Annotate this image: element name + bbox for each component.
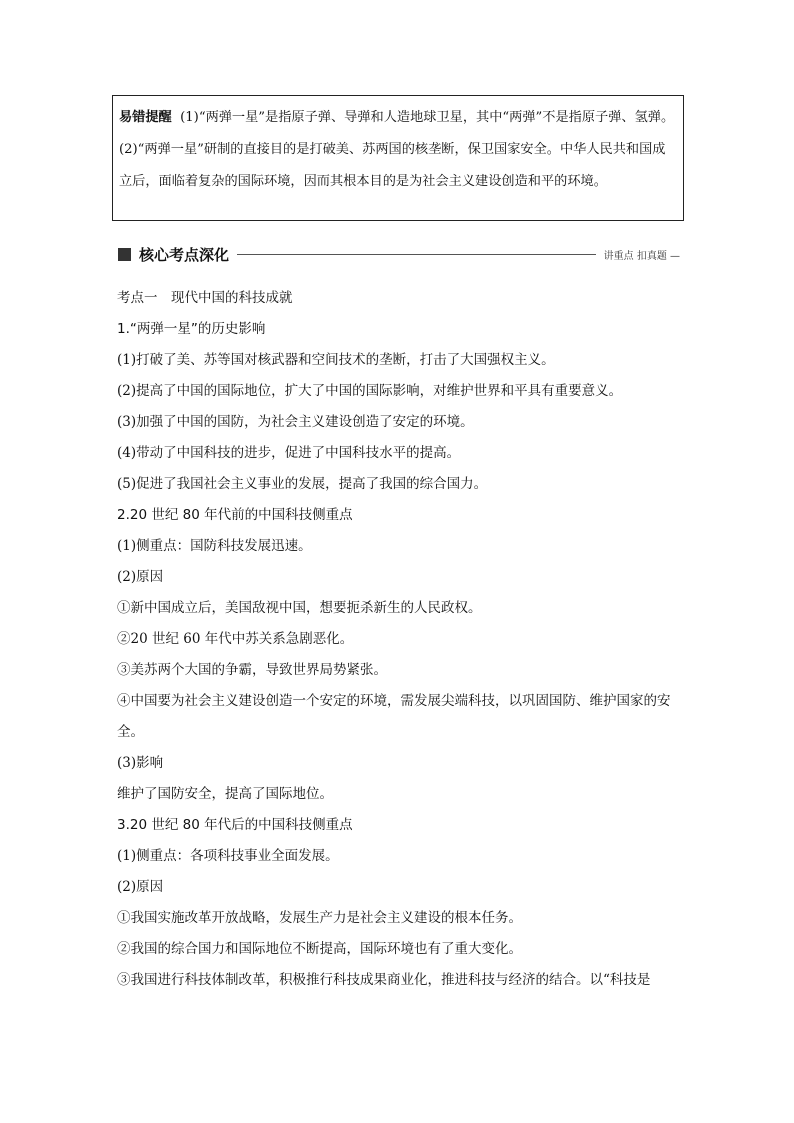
list-item: ③我国进行科技体制改革，积极推行科技成果商业化，推进科技与经济的结合。以“科技是 (117, 972, 651, 988)
list-item: (1)打破了美、苏等国对核武器和空间技术的垄断，打击了大国强权主义。 (117, 352, 555, 368)
list-item: ①新中国成立后，美国敌视中国，想要扼杀新生的人民政权。 (117, 600, 482, 616)
focus-line: (1)侧重点：各项科技事业全面发展。 (117, 848, 339, 864)
tip-paragraph-2: (2)“两弹一星”研制的直接目的是打破美、苏两国的核垄断，保卫国家安全。中华人民共和国成立后，面临着复杂的国际环境，因而其根本目的是为社会主义建设创造和平的环境。 (119, 142, 666, 189)
section-square-icon (118, 248, 131, 261)
section-divider (237, 254, 596, 255)
subheading-2: 2.20 世纪 80 年代前的中国科技侧重点 (117, 507, 353, 523)
list-item: ②我国的综合国力和国际地位不断提高，国际环境也有了重大变化。 (117, 941, 522, 957)
focus-line: (1)侧重点：国防科技发展迅速。 (117, 538, 312, 554)
effect-label: (3)影响 (117, 755, 164, 771)
list-item: (4)带动了中国科技的进步，促进了中国科技水平的提高。 (117, 445, 461, 461)
reason-label: (2)原因 (117, 879, 164, 895)
list-item: ③美苏两个大国的争霸，导致世界局势紧张。 (117, 662, 387, 678)
section-title: 核心考点深化 (139, 245, 230, 264)
point-heading: 考点一 现代中国的科技成就 (117, 290, 293, 306)
tip-paragraph-1 (119, 102, 677, 134)
list-item: ②20 世纪 60 年代中苏关系急剧恶化。 (117, 631, 354, 647)
effect-text: 维护了国防安全，提高了国际地位。 (117, 786, 333, 802)
list-item: ④中国要为社会主义建设创造一个安定的环境，需发展尖端科技，以巩固国防、维护国家的安全。 (117, 693, 671, 740)
error-tip-box (112, 95, 684, 221)
main-content (117, 283, 683, 996)
subheading-3: 3.20 世纪 80 年代后的中国科技侧重点 (117, 817, 353, 833)
list-item: (3)加强了中国的国防，为社会主义建设创造了安定的环境。 (117, 414, 474, 430)
tip-text-1: (1)“两弹一星”是指原子弹、导弹和人造地球卫星，其中“两弹”不是指原子弹、氢弹。 (180, 110, 675, 125)
section-tag: 讲重点 扣真题 — (603, 250, 680, 262)
tip-title: 易错提醒 (119, 110, 172, 125)
list-item: (5)促进了我国社会主义事业的发展，提高了我国的综合国力。 (117, 476, 488, 492)
subheading-1: 1.“两弹一星”的历史影响 (117, 321, 266, 337)
list-item: (2)提高了中国的国际地位，扩大了中国的国际影响，对维护世界和平具有重要意义。 (117, 383, 623, 399)
list-item: ①我国实施改革开放战略，发展生产力是社会主义建设的根本任务。 (117, 910, 522, 926)
section-header (118, 244, 680, 264)
reason-label: (2)原因 (117, 569, 164, 585)
